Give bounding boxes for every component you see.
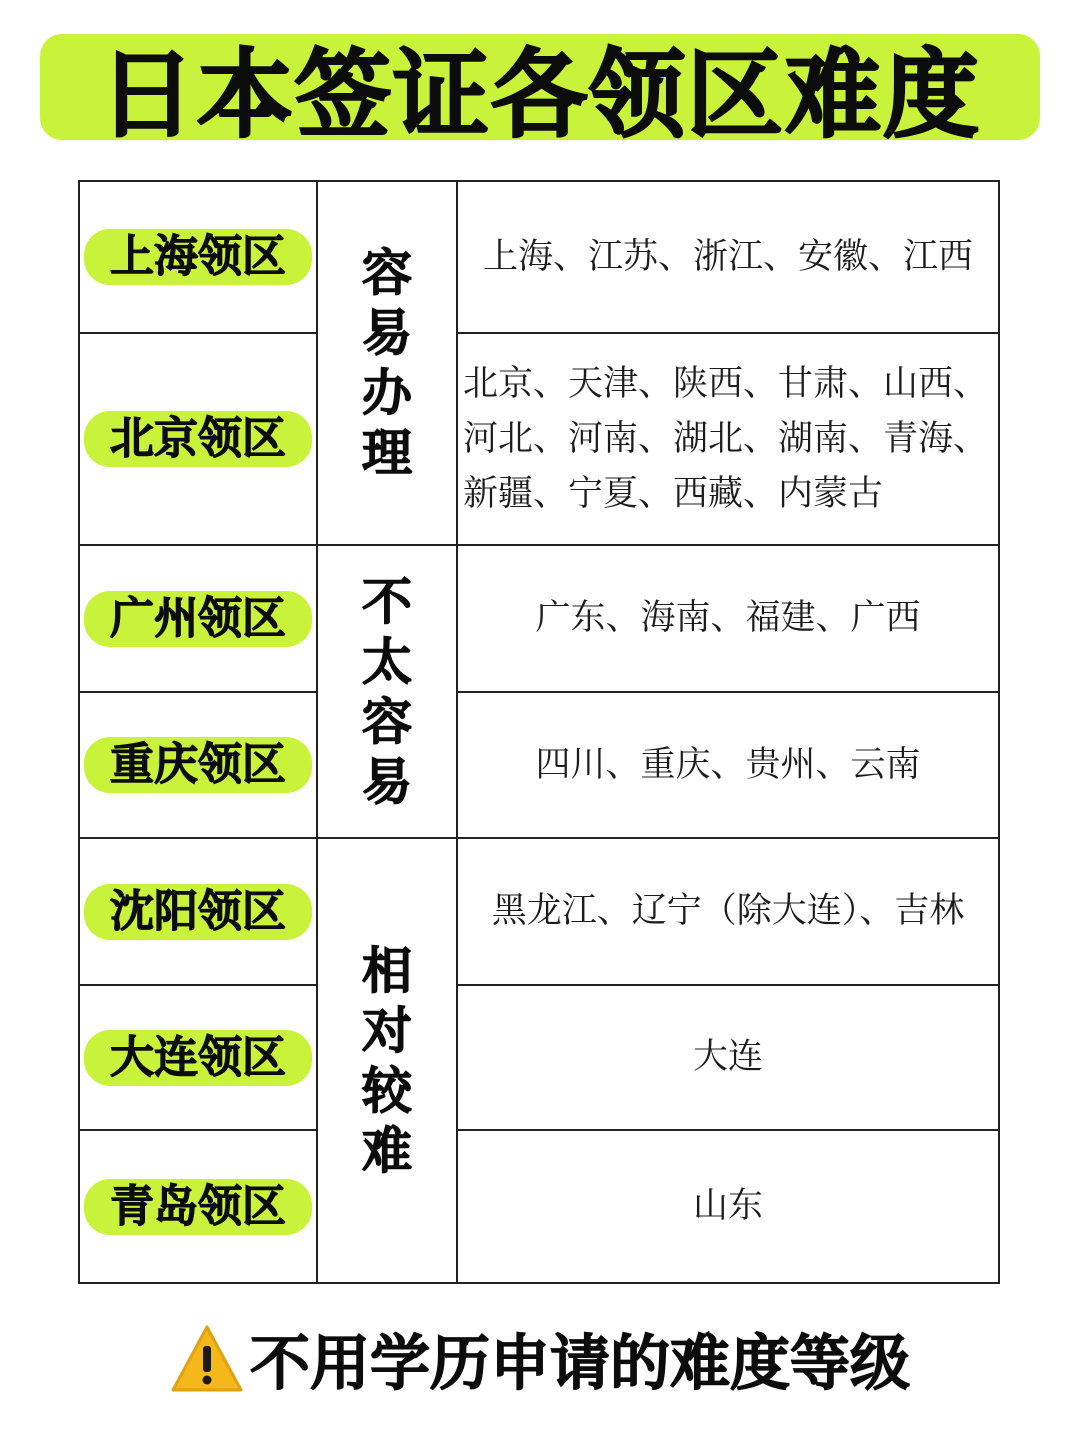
- table-row: [79, 333, 999, 545]
- provinces-list: 上海、江苏、浙江、安徽、江西: [482, 236, 973, 277]
- provinces-cell: [457, 333, 999, 545]
- provinces-list: 大连: [692, 1037, 763, 1077]
- difficulty-level-label: 相对较难: [362, 941, 412, 1180]
- difficulty-level-label: 容易办理: [362, 244, 412, 482]
- table-row: [79, 1130, 999, 1283]
- provinces-cell: [457, 692, 999, 838]
- district-label: 重庆领区: [84, 737, 312, 793]
- page-title: 日本签证各领区难度: [99, 38, 981, 151]
- district-cell: [79, 333, 317, 545]
- difficulty-level-cell: [317, 545, 457, 838]
- provinces-cell: [457, 838, 999, 985]
- warning-icon: [170, 1324, 244, 1394]
- table-row: [79, 181, 999, 333]
- district-cell: [79, 181, 317, 333]
- footer-note: [0, 1322, 1080, 1399]
- district-label: 沈阳领区: [84, 884, 312, 940]
- provinces-cell: [457, 545, 999, 692]
- provinces-list: 四川、重庆、贵州、云南: [535, 744, 921, 785]
- difficulty-level-label: 不太容易: [362, 572, 412, 811]
- provinces-list: 山东: [692, 1186, 763, 1226]
- provinces-list: 黑龙江、辽宁（除大连）、吉林: [491, 891, 965, 931]
- difficulty-level-cell: [317, 181, 457, 545]
- visa-difficulty-table: [78, 180, 1000, 1284]
- provinces-cell: [457, 1130, 999, 1283]
- footer-text: 不用学历申请的难度等级: [250, 1329, 910, 1399]
- district-label: 广州领区: [84, 591, 312, 647]
- provinces-cell: [457, 181, 999, 333]
- provinces-cell: [457, 985, 999, 1130]
- table-row: [79, 985, 999, 1130]
- district-cell: [79, 985, 317, 1130]
- difficulty-level-cell: [317, 838, 457, 1283]
- district-label: 上海领区: [84, 229, 312, 285]
- district-cell: [79, 545, 317, 692]
- district-cell: [79, 1130, 317, 1283]
- district-cell: [79, 838, 317, 985]
- district-label: 青岛领区: [84, 1179, 312, 1235]
- district-cell: [79, 692, 317, 838]
- table-row: [79, 838, 999, 985]
- provinces-list: 广东、海南、福建、广西: [535, 598, 921, 638]
- table-row: [79, 545, 999, 692]
- table-row: [79, 692, 999, 838]
- district-label: 北京领区: [84, 411, 312, 467]
- district-label: 大连领区: [84, 1030, 312, 1086]
- provinces-list: 北京、天津、陕西、甘肃、山西、河北、河南、湖北、湖南、青海、新疆、宁夏、西藏、内蒙古: [463, 363, 989, 514]
